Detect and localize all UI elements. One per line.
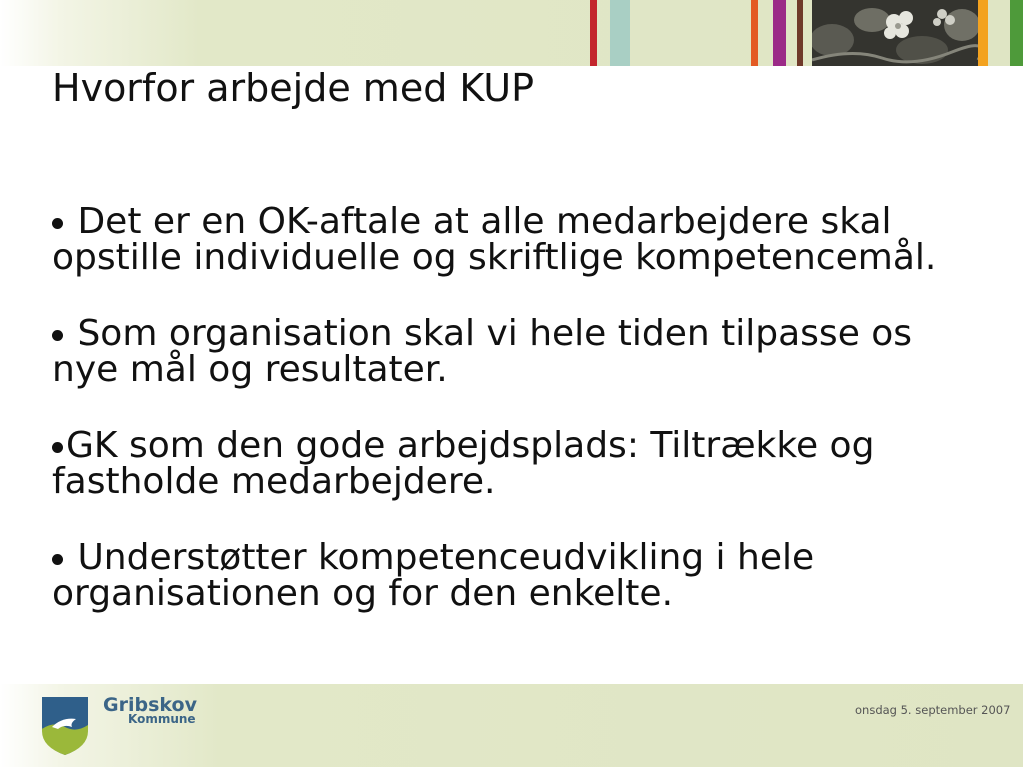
bullet-item (52, 313, 982, 390)
header-stripe-red (590, 0, 597, 66)
header-band (0, 0, 1023, 66)
header-stripe-yellow (978, 0, 988, 66)
header-stripe-teal (610, 0, 630, 66)
bullet-item (52, 201, 982, 278)
bullet-text: Som organisation skal vi hele tiden tilpasse os nye mål og resultater. (52, 313, 913, 390)
bullet-item (52, 537, 982, 614)
header-stripe-brown (797, 0, 803, 66)
bullet-dot-icon (52, 330, 63, 341)
slide-title: Hvorfor arbejde med KUP (52, 66, 535, 110)
header-stripe-purple (773, 0, 786, 66)
header-stripe-orange (751, 0, 758, 66)
bullet-dot-icon (52, 218, 63, 229)
bullet-text: GK som den gode arbejdsplads: Tiltrække og fastholde medarbejdere. (52, 425, 875, 502)
slide-date: onsdag 5. september 2007 (855, 703, 1011, 717)
bullet-dot-icon (52, 442, 63, 453)
bullet-text: Understøtter kompetenceudvikling i hele organisationen og for den enkelte. (52, 537, 815, 614)
bullet-text: Det er en OK-aftale at alle medarbejdere skal opstille individuelle og skriftlige kompetencemål. (52, 201, 937, 278)
bullet-list (52, 201, 982, 652)
gribskov-shield-logo-icon (42, 697, 88, 755)
flower-photo (812, 0, 978, 66)
bullet-item (52, 425, 982, 502)
bullet-dot-icon (52, 554, 63, 565)
logo-name: Gribskov (103, 694, 197, 716)
logo-subtitle: Kommune (128, 712, 196, 726)
header-stripe-green (1010, 0, 1023, 66)
